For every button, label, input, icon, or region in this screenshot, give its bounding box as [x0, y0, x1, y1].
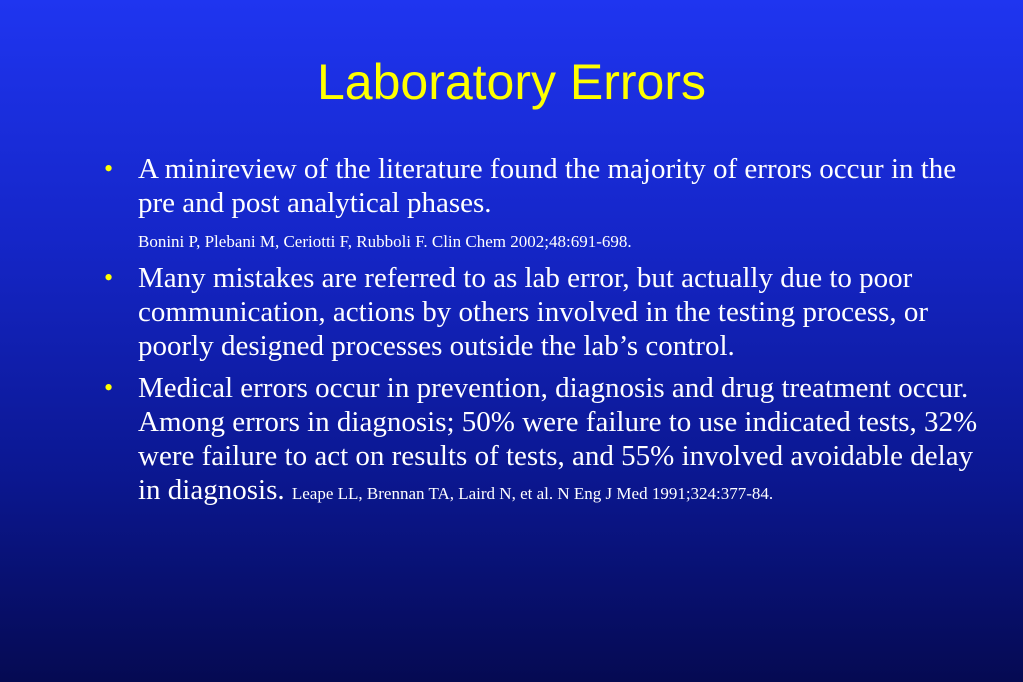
bullet-icon: •: [104, 154, 114, 183]
slide-title: Laboratory Errors: [316, 54, 707, 110]
citation: Leape LL, Brennan TA, Laird N, et al. N Eng J Med 1991;324:377-84.: [291, 484, 774, 503]
citation: Bonini P, Plebani M, Ceriotti F, Rubboli F. Clin Chem 2002;48:691-698.: [138, 232, 632, 251]
bullet-text: Medical errors occur in prevention, diagnosis and drug treatment occur. Among errors in diagnosis; 50% were failure to use indicated tests, 32% were failure to act on results of tests, and 55% involved avoidable delay in diagnosis.: [138, 372, 978, 506]
bullet-item: [100, 371, 980, 507]
bullet-item: [100, 152, 980, 252]
bullet-text: A minireview of the literature found the majority of errors occur in the pre and post analytical phases.: [138, 153, 957, 219]
slide-body: [100, 152, 980, 507]
bullet-icon: •: [104, 373, 114, 402]
bullet-item: [100, 261, 980, 363]
bullet-icon: •: [104, 263, 114, 292]
bullet-text: Many mistakes are referred to as lab error, but actually due to poor communication, actions by others involved in the testing process, or poorly designed processes outside the lab’s control.: [138, 262, 929, 362]
